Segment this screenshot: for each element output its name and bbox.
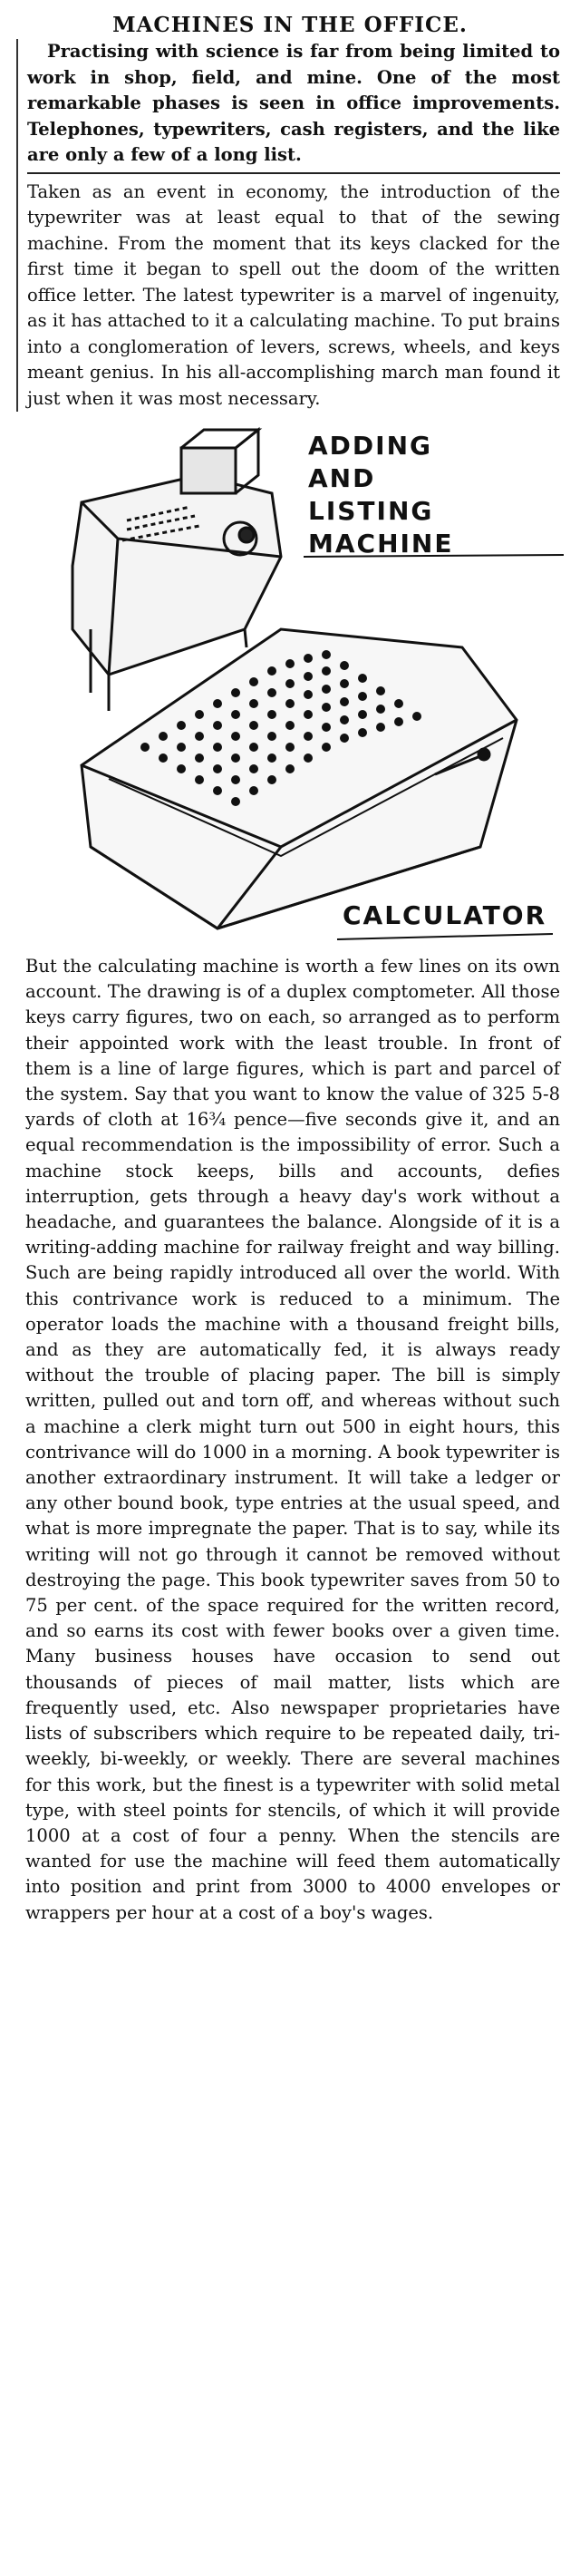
machine-drawing xyxy=(9,421,571,945)
calculating-machine-paragraph: But the calculating machine is worth a few lines on its own account. The drawing is of a duplex comptometer. All those keys carry figures, two on each, so arranged as to perform their appointed work with the least trouble. In front of them is a line of large figures, which is part and parcel of the system. Say that you want to know the value of 325 5-8 yards of cloth at 16¾ pence—five seconds give it, and an equal recommendation is the impossibility of error. Such a machine stock keeps, bills and accounts, defies interruption, gets through a heavy day's work without a headache, and guarantees the balance. Alongside of it is a writing-adding machine for railway freight and way billing. Such are being rapidly introduced all over the world. With this contrivance work is reduced to a minimum. The operator loads the machine with a thousand freight bills, and as they are automatically fed, it is always ready without the trouble of placing paper. The bill is simply written, pulled out and torn off, and whereas without such a machine a clerk might turn out 500 in eight hours, this contrivance will do 1000 in a morning. A book typewriter is another extraordinary instrument. It will take a ledger or any other bound book, type entries at the usual speed, and what is more impregnate the paper. That is to say, while its writing will not go through it cannot be removed without destroying the page. This book typewriter saves from 50 to 75 per cent. of the space required for the written record, and so earns its cost with fewer books over a given time. Many business houses have occasion to send out thousands of pieces of mail matter, lists which are frequently used, etc. Also newspaper proprietaries have lists of subscribers which require to be repeated daily, tri-weekly, bi-weekly, or weekly. There are several machines for this work, but the finest is a typewriter with solid metal type, with steel points for stencils, of which it will provide 1000 at a cost of four a penny. When the stencils are wanted for use the machine will feed them automatically into position and print from 3000 to 4000 envelopes or wrappers per hour at a cost of a boy's wages. xyxy=(25,956,560,1923)
article-column xyxy=(16,39,560,412)
adding-label-line-1: ADDING xyxy=(308,431,432,461)
calculator-label-text: CALCULATOR xyxy=(343,900,547,930)
adding-listing-label xyxy=(308,430,454,560)
adding-label-line-4: MACHINE xyxy=(308,529,454,559)
calculator-label-underline xyxy=(337,934,553,939)
divider-rule xyxy=(27,172,560,174)
article-title: MACHINES IN THE OFFICE. xyxy=(112,13,468,37)
lead-paragraph: Practising with science is far from being limited to work in shop, field, and mine. One of the most remarkable phases is seen in office improvements. Telephones, typewriters, cash registers, and the like are only a few of a long list. xyxy=(27,41,560,165)
typewriter-paragraph: Taken as an event in economy, the introduction of the typewriter was at least equal to that of the sewing machine. From the moment that its keys clacked for the first time it began to spell out the doom of the written office letter. The latest typewriter is a marvel of ingenuity, as it has attached to it a calculating machine. To put brains into a conglomeration of levers, screws, wheels, and keys meant genius. In his all-accomplishing march man found it just when it was most necessary. xyxy=(27,180,560,409)
machine-illustration xyxy=(9,421,571,945)
article-body-continued xyxy=(25,954,560,1926)
adding-label-line-3: LISTING xyxy=(308,496,434,526)
calculator-label xyxy=(343,899,546,932)
adding-label-line-2: AND xyxy=(308,463,376,493)
calculator-drawing xyxy=(82,629,517,928)
